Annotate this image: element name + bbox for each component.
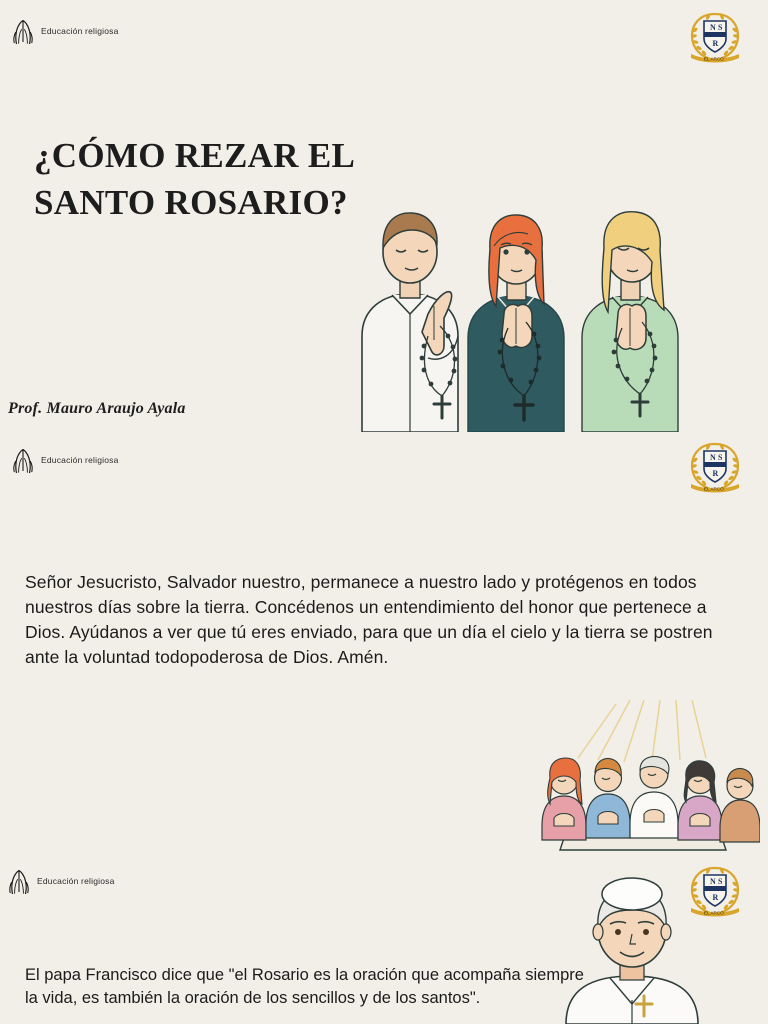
author-name: Prof. Mauro Araujo Ayala [8,400,186,417]
praying-hands-icon [12,447,34,473]
group-person-2 [586,759,630,839]
three-people-praying-illustration [300,186,744,432]
group-person-3 [630,757,678,839]
pope-quote-text: El papa Francisco dice que "el Rosario es la oración que acompaña siempre la vida, es también la oración de los sencillos y de los santos". [25,965,584,1008]
school-crest-middle [686,438,744,496]
svg-text:S: S [718,23,723,32]
svg-text:R: R [712,893,719,902]
praying-hands-icon [8,868,30,894]
figure-right [582,212,678,432]
figure-left [362,213,458,432]
crest-icon [686,862,744,920]
brand-mark-bottom [8,868,115,894]
praying-hands-icon [12,18,34,44]
svg-text:S: S [718,877,723,886]
group-person-5 [720,769,760,843]
svg-text:EL ARCO: EL ARCO [704,486,724,492]
svg-text:N: N [710,453,716,462]
svg-text:R: R [712,469,719,478]
brand-mark-middle [12,447,119,473]
crest-icon [686,438,744,496]
svg-text:S: S [718,453,723,462]
school-crest-bottom [686,862,744,920]
prayer-text: Señor Jesucristo, Salvador nuestro, permanece a nuestro lado y protégenos en todos nuestros días sobre la tierra. Concédenos un entendimiento del honor que pertenece a Dios. Ayúdanos a ver que tú eres enviado, para que un día el cielo y la tierra se postren ante la voluntad todopoderosa de Dios. Amén. [25,571,713,667]
svg-text:N: N [710,877,716,886]
school-crest-top [686,8,744,66]
brand-label: Educación religiosa [41,26,119,36]
brand-mark-top [12,18,119,44]
crest-icon [686,8,744,66]
svg-text:EL ARCO: EL ARCO [704,56,724,62]
group-person-1 [542,758,586,840]
brand-label: Educación religiosa [41,455,119,465]
svg-text:R: R [712,39,719,48]
slide-title: ¿CÓMO REZAR EL SANTO ROSARIO? [34,136,354,222]
group-praying-illustration [520,700,760,865]
brand-label: Educación religiosa [37,876,115,886]
svg-text:N: N [710,23,716,32]
svg-text:EL ARCO: EL ARCO [704,910,724,916]
group-person-4 [678,761,722,840]
figure-middle [468,215,564,432]
